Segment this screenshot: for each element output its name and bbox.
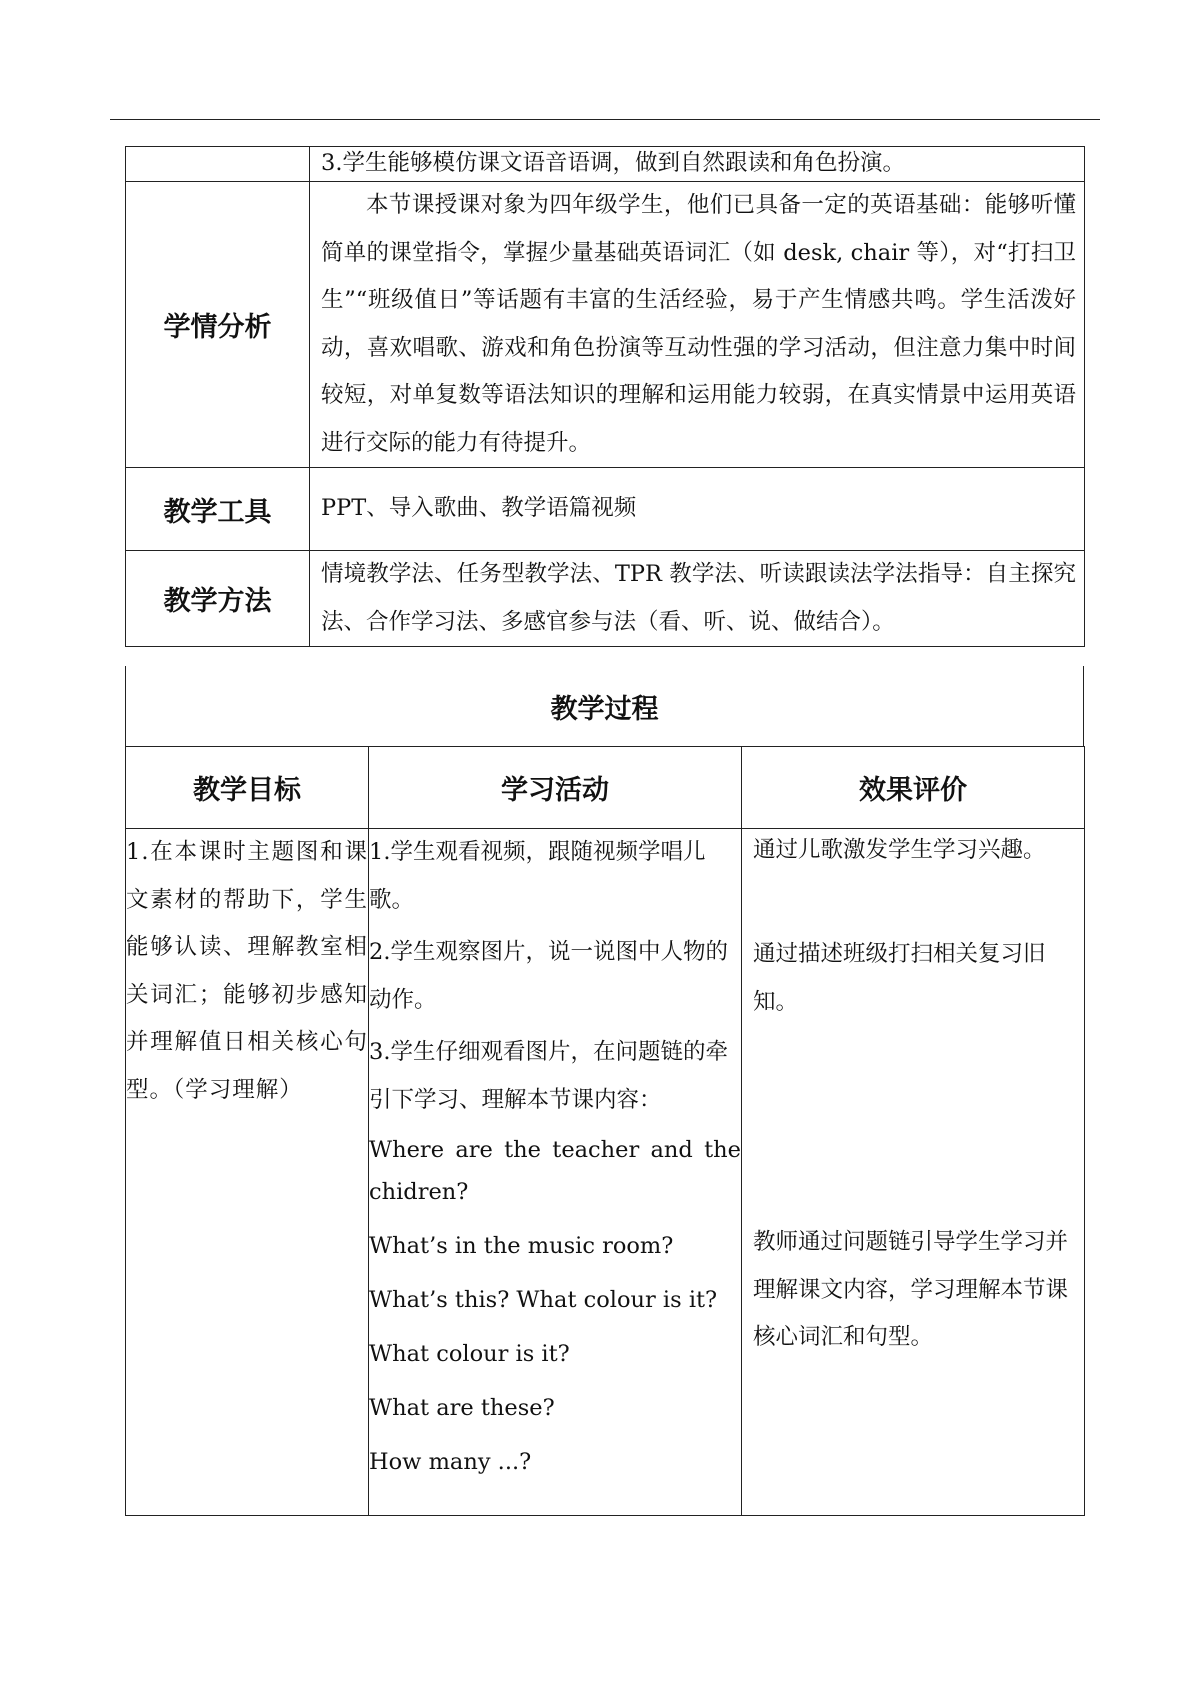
activity-item: 1.学生观看视频，跟随视频学唱儿歌。 [369, 839, 706, 913]
activity-cell [369, 829, 742, 1516]
question-item: What’s this? What colour is it? [369, 1287, 718, 1313]
process-table [125, 746, 1085, 1516]
analysis-text: 本节课授课对象为四年级学生，他们已具备一定的英语基础：能够听懂简单的课堂指令，掌握少量基础英语词汇（如 desk, chair 等），对“打扫卫生”“班级值日”等话题有丰富的生活经验，易于产生情感共鸣。学生活泼好动，喜欢唱歌、游戏和角色扮演等互动性强的学习活动，但注意力集中时间较短，对单复数等语法知识的理解和运用能力较弱，在真实情景中运用英语进行交际的能力有待提升。 [310, 182, 1085, 468]
goal-header: 教学目标 [126, 747, 369, 829]
goal-text: 1.在本课时主题图和课文素材的帮助下，学生能够认读、理解教室相关词汇；能够初步感知并理解值日相关核心句型。（学习理解） [126, 829, 369, 1516]
question-item: What are these? [369, 1395, 555, 1421]
activity-header: 学习活动 [369, 747, 742, 829]
question-item: What colour is it? [369, 1341, 570, 1367]
analysis-label: 学情分析 [126, 182, 310, 468]
lesson-info-table [125, 146, 1085, 647]
activity-item: 2.学生观察图片，说一说图中人物的动作。 [369, 939, 728, 1013]
methods-label: 教学方法 [126, 551, 310, 647]
evaluation-header: 效果评价 [742, 747, 1085, 829]
empty-label-cell [126, 147, 310, 182]
question-item: Where are the teacher and the chidren? [369, 1137, 741, 1205]
objective-continuation: 3.学生能够模仿课文语音语调，做到自然跟读和角色扮演。 [310, 147, 1085, 182]
process-title: 教学过程 [125, 666, 1084, 747]
evaluation-item: 教师通过问题链引导学生学习并理解课文内容，学习理解本节课核心词汇和句型。 [753, 1229, 1069, 1350]
header-rule [110, 119, 1100, 120]
evaluation-item: 通过描述班级打扫相关复习旧知。 [753, 941, 1046, 1015]
process-row [126, 829, 1085, 1516]
question-item: How many ...? [369, 1449, 532, 1475]
tools-text: PPT、导入歌曲、教学语篇视频 [310, 468, 1085, 551]
evaluation-item: 通过儿歌激发学生学习兴趣。 [753, 837, 1046, 863]
tools-label: 教学工具 [126, 468, 310, 551]
question-item: What’s in the music room? [369, 1233, 674, 1259]
evaluation-cell [742, 829, 1085, 1516]
process-header-row [126, 747, 1085, 829]
methods-text: 情境教学法、任务型教学法、TPR 教学法、听读跟读法学法指导：自主探究法、合作学习法、多感官参与法（看、听、说、做结合）。 [310, 551, 1085, 647]
activity-item: 3.学生仔细观看图片，在问题链的牵引下学习、理解本节课内容： [369, 1039, 728, 1113]
